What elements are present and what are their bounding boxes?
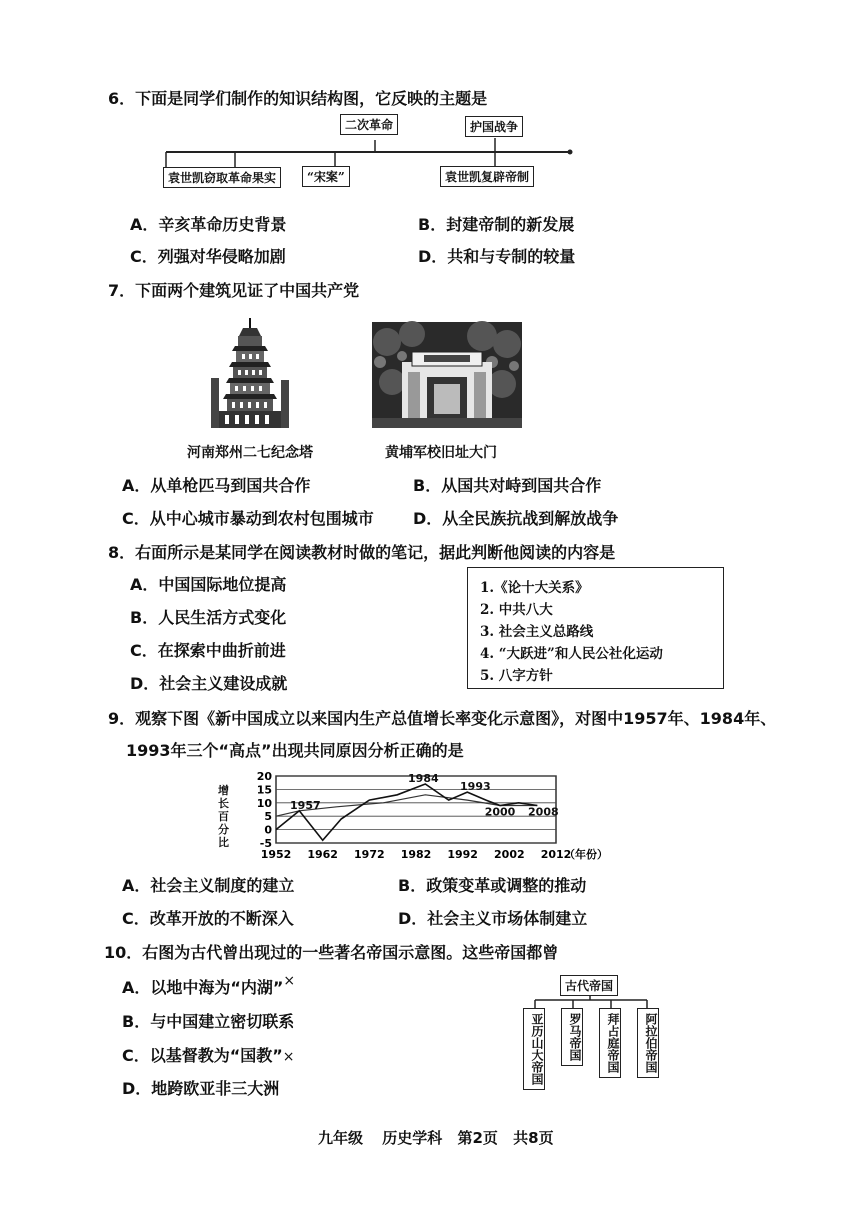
y-tick-label: 10 <box>256 796 272 810</box>
x-tick-label: 2002 <box>494 848 525 861</box>
y-tick-label: 20 <box>256 770 272 783</box>
q10-option-d[interactable]: D．地跨欧亚非三大洲 <box>122 1079 280 1098</box>
q6-box-yuan-seizes-revolution: 袁世凯窃取革命果实 <box>163 167 281 188</box>
empire-arab: 阿拉伯帝国 <box>637 1008 659 1078</box>
q9-option-a[interactable]: A．社会主义制度的建立 <box>122 876 295 895</box>
q6-option-d[interactable]: D．共和与专制的较量 <box>418 247 576 266</box>
empire-byzantine: 拜占庭帝国 <box>599 1008 621 1078</box>
q10-option-c-text: C．以基督教为“国教” <box>122 1046 283 1065</box>
footer-grade: 九年级 <box>318 1129 364 1147</box>
y-tick-label: 5 <box>264 810 272 824</box>
q8-option-b[interactable]: B．人民生活方式变化 <box>130 608 287 627</box>
pagoda-image <box>205 318 295 428</box>
q8-stem: 8．右面所示是某同学在阅读教材时做的笔记，据此判断他阅读的内容是 <box>108 543 616 562</box>
q10-option-b[interactable]: B．与中国建立密切联系 <box>122 1012 295 1031</box>
q7-stem: 7．下面两个建筑见证了中国共产党 <box>108 281 360 300</box>
q6-stem: 6．下面是同学们制作的知识结构图，它反映的主题是 <box>108 89 488 108</box>
footer-total: 共8页 <box>513 1129 554 1147</box>
empire-alexander: 亚历山大帝国 <box>523 1008 545 1090</box>
y-tick-label: 0 <box>264 823 272 837</box>
point-annotation: 2008 <box>528 805 559 819</box>
x-tick-label: 1992 <box>447 848 478 861</box>
q6-option-b[interactable]: B．封建帝制的新发展 <box>418 215 575 234</box>
q9-option-d[interactable]: D．社会主义市场体制建立 <box>398 909 588 928</box>
q6-box-yuan-restores-monarchy: 袁世凯复辟帝制 <box>440 166 534 187</box>
q8-option-d[interactable]: D．社会主义建设成就 <box>130 674 288 693</box>
cross-mark: × <box>282 1049 295 1065</box>
q6-option-c[interactable]: C．列强对华侵略加剧 <box>130 247 286 266</box>
note-item: 1.《论十大关系》 <box>480 580 589 596</box>
q10-stem: 10．右图为古代曾出现过的一些著名帝国示意图。这些帝国都曾 <box>104 943 559 962</box>
q6-box-song-case: “宋案” <box>302 166 350 187</box>
q7-option-d[interactable]: D．从全民族抗战到解放战争 <box>413 509 619 528</box>
footer-page: 第2页 <box>457 1129 498 1147</box>
q6-box-second-revolution: 二次革命 <box>340 114 398 135</box>
point-annotation: 1984 <box>408 772 439 786</box>
x-tick-label: 1952 <box>260 848 292 861</box>
x-tick-label: 1962 <box>307 848 338 861</box>
q8-note-box <box>467 567 724 689</box>
point-annotation: 2000 <box>484 805 516 819</box>
y-tick-label: 15 <box>256 783 272 797</box>
q6-box-national-protection-war: 护国战争 <box>465 116 523 137</box>
point-annotation: 1993 <box>460 780 491 794</box>
x-tick-label: 1982 <box>400 848 432 861</box>
x-axis-label: （年份） <box>564 848 608 861</box>
q10-option-c[interactable] <box>122 1043 295 1066</box>
q10-option-a[interactable] <box>122 975 295 998</box>
note-item: 5. 八字方针 <box>480 668 553 684</box>
gdp-growth-chart <box>232 768 608 868</box>
q7-option-b[interactable]: B．从国共对峙到国共合作 <box>413 476 602 495</box>
cross-mark: × <box>283 973 296 989</box>
chart-ylabel: 增长百分比 <box>218 784 229 849</box>
q7-option-a[interactable]: A．从单枪匹马到国共合作 <box>122 476 311 495</box>
q9-option-b[interactable]: B．政策变革或调整的推动 <box>398 876 587 895</box>
x-tick-label: 1972 <box>354 848 385 861</box>
footer-subject: 历史学科 <box>382 1129 443 1147</box>
q8-option-c[interactable]: C．在探索中曲折前进 <box>130 641 286 660</box>
whampoa-gate-image <box>372 322 522 428</box>
x-tick-label: 2012 <box>540 848 572 861</box>
y-tick-label: -5 <box>259 837 272 850</box>
q8-option-a[interactable]: A．中国国际地位提高 <box>130 575 287 594</box>
q6-option-a[interactable]: A．辛亥革命历史背景 <box>130 215 287 234</box>
q9-option-c[interactable]: C．改革开放的不断深入 <box>122 909 294 928</box>
q7-option-c[interactable]: C．从中心城市暴动到农村包围城市 <box>122 509 374 528</box>
page-footer <box>318 1127 554 1148</box>
empire-root-box: 古代帝国 <box>560 975 618 996</box>
pagoda-caption: 河南郑州二七纪念塔 <box>187 445 313 461</box>
note-item: 4. “大跃进”和人民公社化运动 <box>480 646 663 662</box>
point-annotation: 1957 <box>290 798 321 812</box>
note-item: 2. 中共八大 <box>480 602 553 618</box>
whampoa-caption: 黄埔军校旧址大门 <box>385 445 497 461</box>
q9-stem-line2: 1993年三个“高点”出现共同原因分析正确的是 <box>126 741 464 760</box>
note-item: 3. 社会主义总路线 <box>480 624 594 640</box>
q9-stem-line1: 9．观察下图《新中国成立以来国内生产总值增长率变化示意图》，对图中1957年、1984年、 <box>108 709 777 728</box>
q10-option-a-text: A．以地中海为“内湖” <box>122 978 284 997</box>
empire-rome: 罗马帝国 <box>561 1008 583 1066</box>
